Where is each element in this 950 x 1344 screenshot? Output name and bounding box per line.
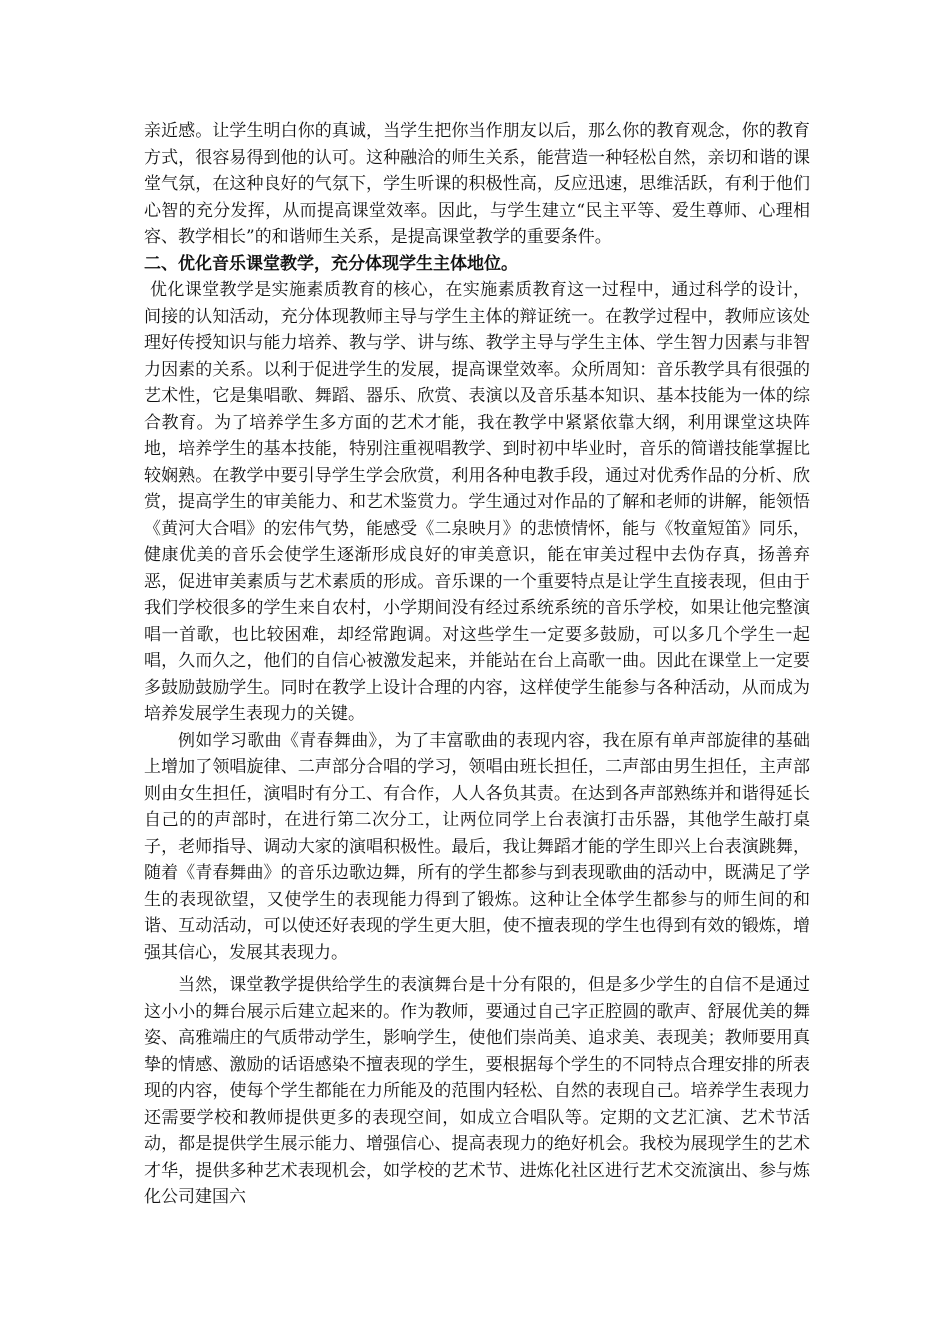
paragraph-youth-dance-example: 例如学习歌曲《青春舞曲》，为了丰富歌曲的表现内容，我在原有单声部旋律的基础上增加了领唱旋律、二声部分合唱的学习，领唱由班长担任，二声部由男生担任，主声部则由女生担任，演唱时有分工、有合作，人人各负其责。在达到各声部熟练并和谐得延长自己的的声部时，在进行第二次分工，让两位同学上台表演打击乐器，其他学生敲打桌子，老师指导、调动大家的演唱积极性。最后，我让舞蹈才能的学生即兴上台表演跳舞，随着《青春舞曲》的音乐边歌边舞，所有的学生都参与到表现歌曲的活动中，既满足了学生的表现欲望，又使学生的表现能力得到了锻炼。这种让全体学生都参与的师生间的和谐、互动活动，可以使还好表现的学生更大胆，使不擅表现的学生也得到有效的锻炼，增强其信心，发展其表现力。 xyxy=(144,730,810,963)
document-body xyxy=(144,118,810,1211)
paragraph-teacher-student-relationship: 亲近感。让学生明白你的真诚，当学生把你当作朋友以后，那么你的教育观念，你的教育方式，很容易得到他的认可。这种融洽的师生关系，能营造一种轻松自然，亲切和谐的课堂气氛，在这种良好的气氛下，学生听课的积极性高，反应迅速，思维活跃，有利于他们心智的充分发挥，从而提高课堂效率。因此，与学生建立“民主平等、爱生尊师、心理相容、教学相长”的和谐师生关系，是提高课堂教学的重要条件。 xyxy=(144,121,810,247)
paragraph-optimize-teaching: 优化课堂教学是实施素质教育的核心，在实施素质教育这一过程中，通过科学的设计，间接的认知活动，充分体现教师主导与学生主体的辩证统一。在教学过程中，教师应该处理好传授知识与能力培养、教与学、讲与练、教学主导与学生主体、学生智力因素与非智力因素的关系。以利于促进学生的发展，提高课堂效率。众所周知：音乐教学具有很强的艺术性，它是集唱歌、舞蹈、器乐、欣赏、表演以及音乐基本知识、基本技能为一体的综合教育。为了培养学生多方面的艺术才能，我在教学中紧紧依靠大纲，利用课堂这块阵地，培养学生的基本技能，特别注重视唱教学、到时初中毕业时，音乐的简谱技能掌握比较娴熟。在教学中要引导学生学会欣赏，利用各种电教手段，通过对优秀作品的分析、欣赏，提高学生的审美能力、和艺术鉴赏力。学生通过对作品的了解和老师的讲解，能领悟《黄河大合唱》的宏伟气势，能感受《二泉映月》的悲愤情怀，能与《牧童短笛》同乐，健康优美的音乐会使学生逐渐形成良好的审美意识，能在审美过程中去伪存真，扬善弃恶，促进审美素质与艺术素质的形成。音乐课的一个重要特点是让学生直接表现，但由于我们学校很多的学生来自农村，小学期间没有经过系统系统的音乐学校，如果让他完整演唱一首歌，也比较困难，却经常跑调。对这些学生一定要多鼓励，可以多几个学生一起唱，久而久之，他们的自信心被激发起来，并能站在台上高歌一曲。因此在课堂上一定要多鼓励鼓励学生。同时在教学上设计合理的内容，这样使学生能参与各种活动，从而成为培养发展学生表现力的关键。 xyxy=(144,280,810,724)
paragraph-performance-stage: 当然，课堂教学提供给学生的表演舞台是十分有限的，但是多少学生的自信不是通过这小小的舞台展示后建立起来的。作为教师，要通过自己字正腔圆的歌声、舒展优美的舞姿、高雅端庄的气质带动学生，影响学生，使他们崇尚美、追求美、表现美；教师要用真挚的情感、激励的话语感染不擅表现的学生，要根据每个学生的不同特点合理安排的所表现的内容，使每个学生都能在力所能及的范围内轻松、自然的表现自己。培养学生表现力还需要学校和教师提供更多的表现空间，如成立合唱队等。定期的文艺汇演、艺术节活动，都是提供学生展示能力、增强信心、提高表现力的绝好机会。我校为展现学生的艺术才华，提供多种艺术表现机会，如学校的艺术节、进炼化社区进行艺术交流演出、参与炼化公司建国六 xyxy=(144,975,810,1207)
section-heading-2: 二、优化音乐课堂教学，充分体现学生主体地位。 xyxy=(144,253,518,274)
